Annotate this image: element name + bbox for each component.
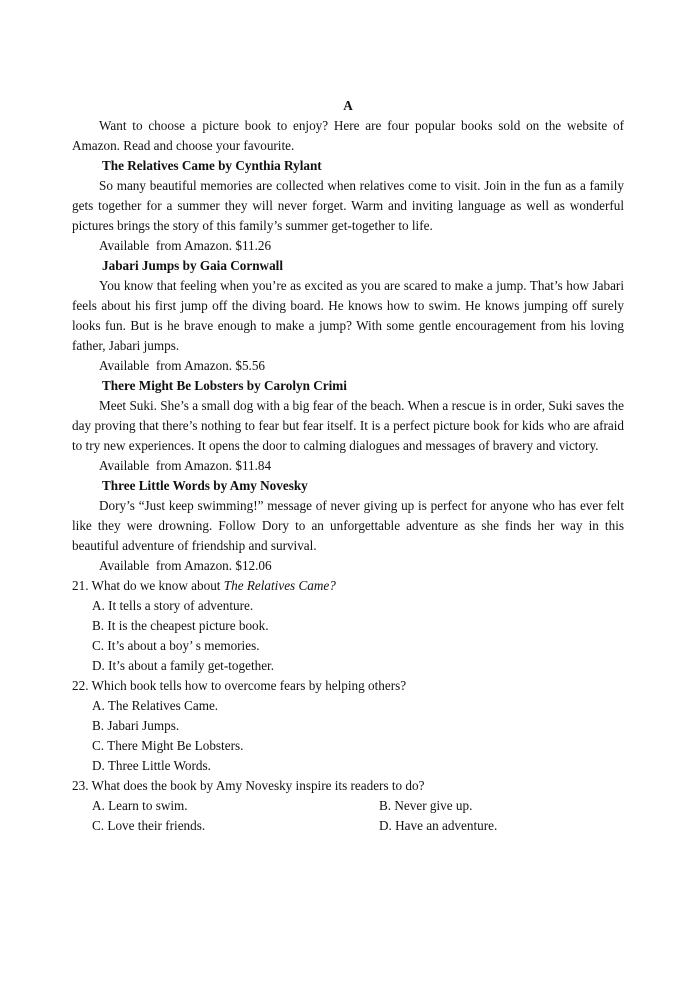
question-italic-title: The Relatives Came? xyxy=(223,578,336,593)
section-heading: A xyxy=(343,98,353,113)
question-23: 23. What does the book by Amy Novesky inspire its readers to do? xyxy=(72,778,425,793)
book-description: Meet Suki. She’s a small dog with a big fear of the beach. When a rescue is in order, Suki saves the day proving that there’s nothing to fear but fear itself. It is a perfect picture book for kids who are afraid to try new experiences. It opens the door to calming dialogues and messages of bravery and victory. xyxy=(72,398,624,453)
intro-paragraph: Want to choose a picture book to enjoy? Here are four popular books sold on the website of Amazon. Read and choose your favourite. xyxy=(72,118,624,153)
option: A. It tells a story of adventure. xyxy=(92,598,254,613)
question-text: 21. What do we know about xyxy=(72,578,224,593)
question-21 xyxy=(72,576,624,596)
option: C. There Might Be Lobsters. xyxy=(92,738,244,753)
book-description: You know that feeling when you’re as excited as you are scared to make a jump. That’s how Jabari feels about his first jump off the diving board. He knows how to swim. He knows jumping off surely looks fun. But is he brave enough to make a jump? With some gentle encouragement from his loving father, Jabari jumps. xyxy=(72,278,624,353)
option: C. It’s about a boy’ s memories. xyxy=(92,638,260,653)
book-title: Three Little Words by Amy Novesky xyxy=(102,478,308,493)
book-description: Dory’s “Just keep swimming!” message of never giving up is perfect for anyone who has ever felt like they were drowning. Follow Dory to an unforgettable adventure as she finds her way in this beautiful adventure of friendship and survival. xyxy=(72,498,624,553)
book-availability: Available from Amazon. $11.26 xyxy=(99,238,272,253)
option: B. Never give up. xyxy=(379,798,473,813)
book-availability: Available from Amazon. $11.84 xyxy=(99,458,272,473)
option-row xyxy=(72,796,624,816)
book-description: So many beautiful memories are collected when relatives come to visit. Join in the fun as a family gets together for a summer they will never forget. Warm and inviting language as well as wonderful pictures brings the story of this family’s summer get-together to life. xyxy=(72,178,624,233)
option: C. Love their friends. xyxy=(92,818,206,833)
question-22: 22. Which book tells how to overcome fears by helping others? xyxy=(72,678,407,693)
document-page xyxy=(72,96,624,836)
book-title: There Might Be Lobsters by Carolyn Crimi xyxy=(102,378,347,393)
option: D. Have an adventure. xyxy=(379,818,498,833)
option: B. Jabari Jumps. xyxy=(92,718,180,733)
book-title: Jabari Jumps by Gaia Cornwall xyxy=(102,258,283,273)
book-availability: Available from Amazon. $5.56 xyxy=(99,358,266,373)
option-row xyxy=(72,816,624,836)
option: A. The Relatives Came. xyxy=(92,698,219,713)
option: A. Learn to swim. xyxy=(92,798,188,813)
book-title: The Relatives Came by Cynthia Rylant xyxy=(102,158,322,173)
option: D. Three Little Words. xyxy=(92,758,211,773)
option: B. It is the cheapest picture book. xyxy=(92,618,269,633)
book-availability: Available from Amazon. $12.06 xyxy=(99,558,272,573)
option: D. It’s about a family get-together. xyxy=(92,658,275,673)
